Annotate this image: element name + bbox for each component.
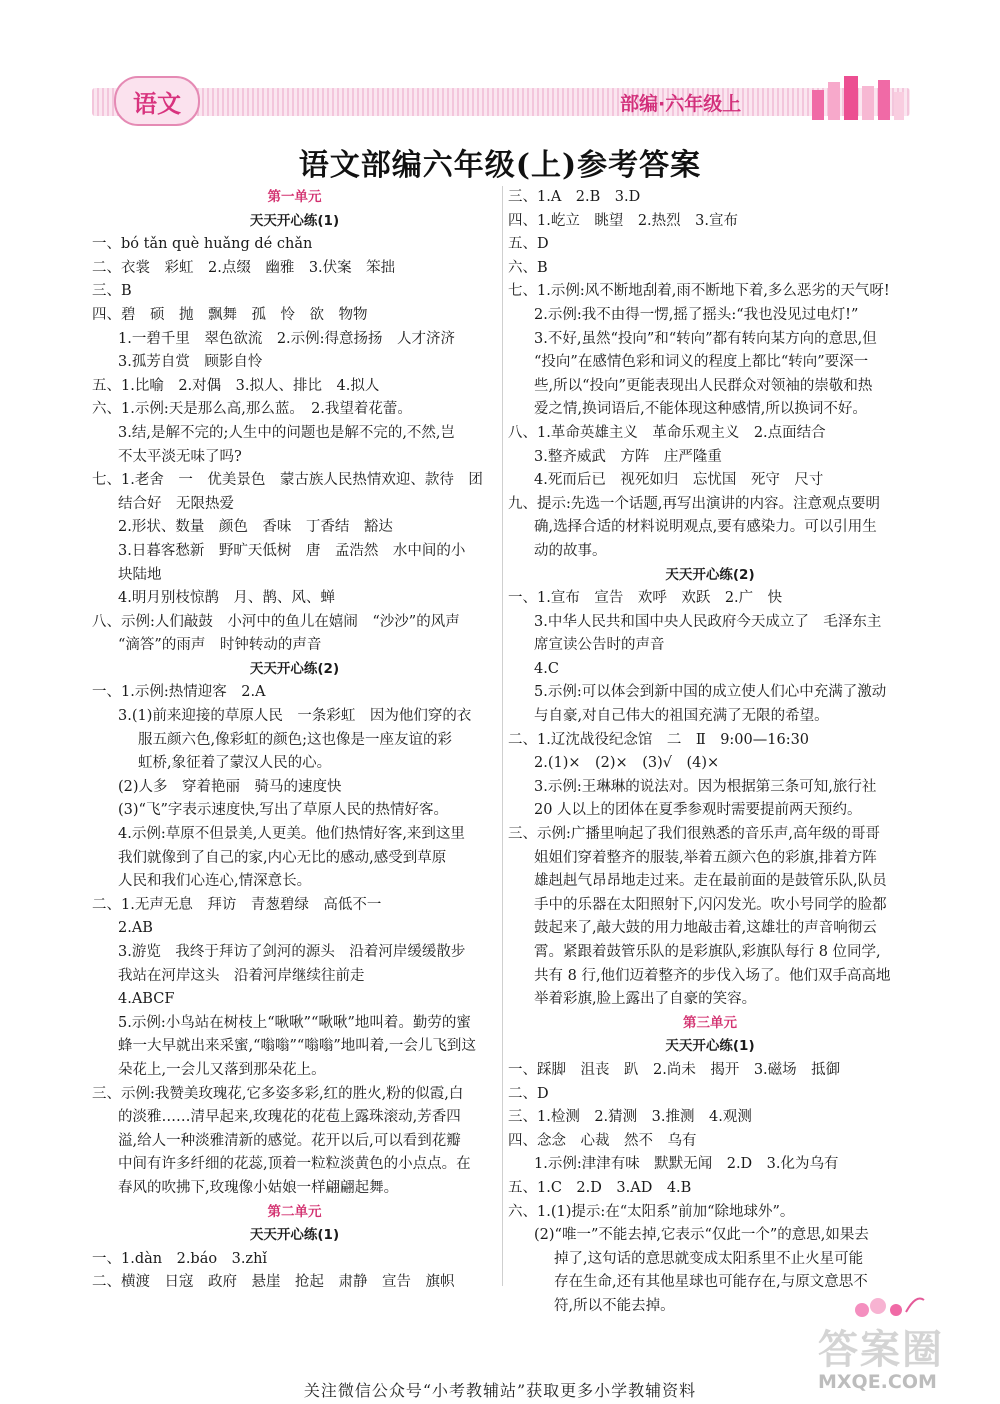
answer-line: 3.孤芳自赏 顾影自怜 bbox=[118, 354, 263, 371]
answer-line: 的淡雅……清早起来,玫瑰花的花苞上露珠滚动,芳香四 bbox=[118, 1109, 461, 1126]
answer-line: (2)“唯一”不能去掉,它表示“仅此一个”的意思,如果去 bbox=[534, 1227, 869, 1244]
answer-line: 5.示例:可以体会到新中国的成立使人们心中充满了激动 bbox=[534, 684, 887, 701]
answer-line: 席宣读公告时的声音 bbox=[534, 637, 665, 654]
answer-line: “投向”在感情色彩和词义的程度上都比“转向”要深一 bbox=[534, 354, 869, 371]
exercise-heading: 天天开心练(1) bbox=[665, 1038, 755, 1055]
answer-line: 五、D bbox=[508, 236, 549, 253]
answer-line: 些,所以“投向”更能表现出人民群众对领袖的崇敬和热 bbox=[534, 377, 873, 394]
answer-line: 三、1.A 2.B 3.D bbox=[508, 189, 641, 205]
answer-line: 4.明月别枝惊鹊 月、鹊、风、蝉 bbox=[118, 590, 335, 607]
answer-line: 5.示例:小鸟站在树枝上“啾啾”“啾啾”地叫着。勤劳的蜜 bbox=[118, 1014, 471, 1031]
answer-line: (3)“飞”字表示速度快,写出了草原人民的热情好客。 bbox=[118, 802, 448, 819]
answer-line: 4.C bbox=[534, 660, 559, 677]
books-icon bbox=[808, 76, 908, 122]
answer-line: 四、念念 心裁 然不 乌有 bbox=[508, 1132, 697, 1149]
answer-line: 朵花上,一会儿又落到那朵花上。 bbox=[118, 1061, 326, 1078]
answer-line: 人民和我们心连心,情深意长。 bbox=[118, 873, 312, 890]
header-strip bbox=[92, 88, 910, 116]
answer-line: 结合好 无限热爱 bbox=[118, 495, 234, 512]
answer-line: 一、1.示例:热情迎客 2.A bbox=[92, 684, 266, 701]
answer-line: 与自豪,对自己伟大的祖国充满了无限的希望。 bbox=[534, 708, 829, 725]
answer-line: 四、1.屹立 眺望 2.热烈 3.宣布 bbox=[508, 212, 739, 229]
answer-line: 爱之情,换词语后,不能体现这种感情,所以换词不好。 bbox=[534, 401, 867, 418]
answer-line: 鼓起来了,敲大鼓的用力地敲击着,这雄壮的声音响彻云 bbox=[534, 920, 877, 937]
column-divider bbox=[502, 186, 503, 1286]
subject-badge: 语文 bbox=[114, 76, 200, 126]
answer-line: 1.一碧千里 翠色欲流 2.示例:得意扬扬 人才济济 bbox=[118, 330, 456, 347]
answer-line: 共有 8 行,他们迈着整齐的步伐入场了。他们双手高高地 bbox=[534, 967, 891, 984]
answer-line: 存在生命,还有其他星球也可能存在,与原文意思不 bbox=[554, 1274, 868, 1291]
answer-line: 三、1.检测 2.猜测 3.推测 4.观测 bbox=[508, 1109, 752, 1126]
answer-line: 溢,给人一种淡雅清新的感觉。花开以后,可以看到花瓣 bbox=[118, 1132, 461, 1149]
unit-heading: 第二单元 bbox=[267, 1203, 322, 1220]
answer-line: 3.日暮客愁新 野旷天低树 唐 孟浩然 水中间的小 bbox=[118, 542, 466, 559]
answer-line: 三、示例:广播里响起了我们很熟悉的音乐声,高年级的哥哥 bbox=[508, 826, 880, 843]
answer-line: 4.死而后已 视死如归 忘忧国 死守 尺寸 bbox=[534, 472, 824, 489]
answer-line: 七、1.老舍 一 优美景色 蒙古族人民热情欢迎、款待 团 bbox=[92, 472, 483, 489]
answer-line: 掉了,这句话的意思就变成太阳系里不止火星可能 bbox=[554, 1250, 864, 1267]
exercise-heading: 天天开心练(1) bbox=[249, 212, 340, 229]
answer-line: 虹桥,象征着了蒙汉人民的心。 bbox=[138, 755, 332, 772]
answer-line: 3.游览 我终于拜访了剑河的源头 沿着河岸缓缓散步 bbox=[118, 944, 466, 960]
answer-line: 20 人以上的团体在夏季参观时需要提前两天预约。 bbox=[534, 802, 862, 819]
header-banner bbox=[92, 76, 910, 128]
answer-line: 我站在河岸这头 沿着河岸继续往前走 bbox=[118, 967, 365, 984]
answer-line: 我们就像到了自己的家,内心无比的感动,感受到草原 bbox=[118, 849, 447, 866]
answer-line: 三、示例:我赞美玫瑰花,它多姿多彩,红的胜火,粉的似霞,白 bbox=[92, 1085, 464, 1102]
answer-line: 蜂一大早就出来采蜜,“嗡嗡”“嗡嗡”地叫着,一会儿飞到这 bbox=[118, 1038, 476, 1055]
answer-line: “滴答”的雨声 时钟转动的声音 bbox=[118, 637, 322, 654]
answer-line: 不太平淡无味了吗? bbox=[118, 448, 242, 465]
footer-note: 关注微信公众号“小考教辅站”获取更多小学教辅资料 bbox=[303, 1381, 697, 1400]
answer-line: 六、1.(1)提示:在“太阳系”前加“除地球外”。 bbox=[508, 1203, 795, 1220]
answer-line: 服五颜六色,像彩虹的颜色;这也像是一座友谊的彩 bbox=[138, 731, 452, 748]
answer-line: 2.形状、数量 颜色 香味 丁香结 豁达 bbox=[118, 519, 393, 536]
answer-line: 一、1.dàn 2.báo 3.zhǐ bbox=[92, 1250, 268, 1267]
left-column bbox=[92, 186, 497, 1295]
right-column bbox=[508, 186, 912, 1319]
answer-line: 五、1.C 2.D 3.AD 4.B bbox=[508, 1179, 692, 1196]
answer-line: 一、1.宣布 宣告 欢呼 欢跃 2.广 快 bbox=[508, 590, 783, 607]
answer-line: 九、提示:先选一个话题,再写出演讲的内容。注意观点要明 bbox=[508, 495, 880, 512]
answer-line: 雄赳赳气昂昂地走过来。走在最前面的是鼓管乐队,队员 bbox=[534, 873, 887, 890]
answer-line: 二、1.无声无息 拜访 青葱碧绿 高低不一 bbox=[92, 896, 382, 913]
answer-line: 四、碧 硕 抛 飘舞 孤 怜 欲 物物 bbox=[92, 306, 368, 323]
answer-line: 六、1.示例:天是那么高,那么蓝。 2.我望着花蕾。 bbox=[92, 401, 412, 418]
watermark-logo-text: 答案圈 bbox=[818, 1327, 944, 1373]
unit-heading: 第一单元 bbox=[267, 189, 322, 205]
answer-line: 3.(1)前来迎接的草原人民 一条彩虹 因为他们穿的衣 bbox=[118, 708, 472, 725]
unit-heading: 第三单元 bbox=[683, 1014, 737, 1031]
answer-line: 符,所以不能去掉。 bbox=[554, 1297, 675, 1314]
answer-line: 六、B bbox=[508, 259, 548, 276]
answer-line: 二、1.辽沈战役纪念馆 二 Ⅱ 9:00—16:30 bbox=[508, 731, 810, 748]
answer-line: (2)人多 穿着艳丽 骑马的速度快 bbox=[118, 778, 342, 795]
answer-line: 举着彩旗,脸上露出了自豪的笑容。 bbox=[534, 991, 757, 1008]
answer-line: 3.示例:王琳琳的说法对。因为根据第三条可知,旅行社 bbox=[534, 778, 877, 795]
answer-line: 块陆地 bbox=[118, 566, 162, 583]
answer-line: 一、踩脚 沮丧 趴 2.尚未 揭开 3.磁场 抵御 bbox=[508, 1061, 841, 1078]
answer-line: 3.整齐威武 方阵 庄严隆重 bbox=[534, 448, 722, 465]
answer-line: 中间有许多纤细的花蕊,顶着一粒粒淡黄色的小点点。在 bbox=[118, 1156, 471, 1173]
answer-line: 3.中华人民共和国中央人民政府今天成立了 毛泽东主 bbox=[534, 613, 882, 630]
grade-tag: 部编·六年级上 bbox=[620, 92, 742, 115]
answer-line: 2.(1)× (2)× (3)√ (4)× bbox=[534, 755, 720, 772]
watermark-url: MXQE.COM bbox=[818, 1371, 937, 1393]
answer-line: 2.AB bbox=[118, 920, 153, 937]
answer-line: 八、示例:人们敲鼓 小河中的鱼儿在嬉闹 “沙沙”的风声 bbox=[92, 613, 460, 630]
answer-line: 2.示例:我不由得一愣,摇了摇头:“我也没见过电灯!” bbox=[534, 306, 859, 323]
answer-line: 3.不好,虽然“投向”和“转向”都有转向某方向的意思,但 bbox=[534, 330, 877, 347]
answer-line: 春风的吹拂下,玫瑰像小姑娘一样翩翩起舞。 bbox=[118, 1179, 399, 1196]
answer-line: 八、1.革命英雄主义 革命乐观主义 2.点面结合 bbox=[508, 424, 826, 441]
answer-line: 二、衣裳 彩虹 2.点缀 幽雅 3.伏案 笨拙 bbox=[92, 259, 396, 276]
exercise-heading: 天天开心练(2) bbox=[249, 660, 340, 677]
answer-line: 七、1.示例:风不断地刮着,雨不断地下着,多么恶劣的天气呀! bbox=[508, 283, 890, 300]
answer-line: 三、B bbox=[92, 283, 132, 300]
answer-line: 霄。紧跟着鼓管乐队的是彩旗队,彩旗队每行 8 位同学, bbox=[534, 944, 881, 960]
exercise-heading: 天天开心练(1) bbox=[249, 1227, 340, 1244]
page-title: 语文部编六年级(上)参考答案 bbox=[298, 148, 702, 183]
answer-line: 二、D bbox=[508, 1085, 549, 1102]
answer-line: 3.结,是解不完的;人生中的问题也是解不完的,不然,岂 bbox=[118, 424, 456, 441]
answer-line: 手中的乐器在太阳照射下,闪闪发光。吹小号同学的脸都 bbox=[534, 896, 887, 913]
answer-line: 4.ABCF bbox=[118, 991, 175, 1008]
answer-line: 一、bó tǎn què huǎng dé chǎn bbox=[92, 236, 313, 253]
answer-line: 姐姐们穿着整齐的服装,举着五颜六色的彩旗,排着方阵 bbox=[534, 849, 877, 866]
answer-line: 确,选择合适的材料说明观点,要有感染力。可以引用生 bbox=[534, 519, 877, 536]
answer-line: 动的故事。 bbox=[534, 542, 607, 559]
answer-line: 4.示例:草原不但景美,人更美。他们热情好客,来到这里 bbox=[118, 826, 465, 843]
answer-line: 二、横渡 日寇 政府 悬崖 抢起 肃静 宣告 旗帜 bbox=[92, 1274, 455, 1291]
answer-line: 五、1.比喻 2.对偶 3.拟人、排比 4.拟人 bbox=[92, 377, 380, 394]
answer-line: 1.示例:津津有味 默默无闻 2.D 3.化为乌有 bbox=[534, 1156, 839, 1173]
exercise-heading: 天天开心练(2) bbox=[665, 566, 755, 583]
